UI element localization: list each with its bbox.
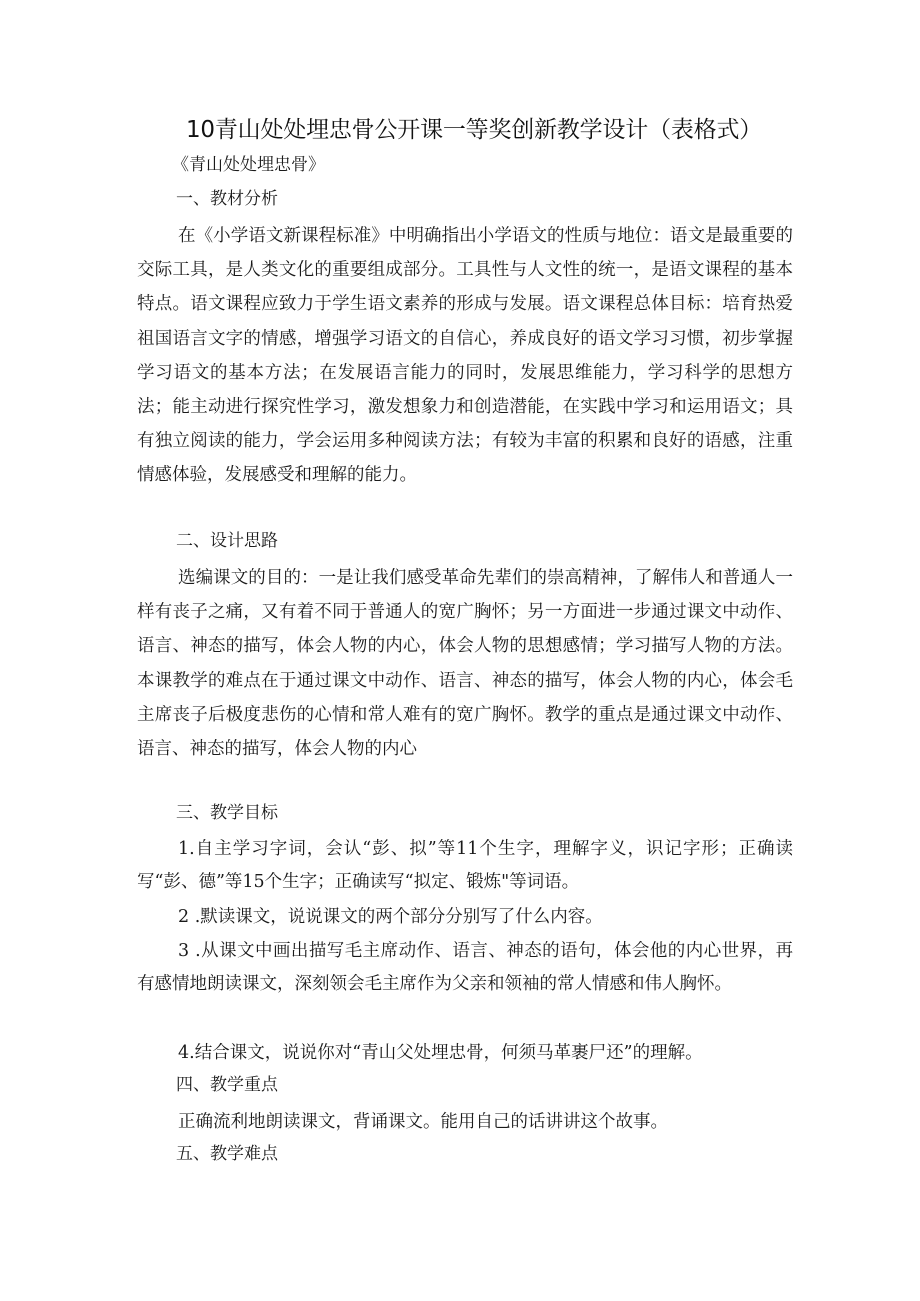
section-heading-key-points: 四、教学重点 (176, 1075, 278, 1095)
objective-item-4: 4.结合课文，说说你对“青山父处埋忠骨，何须马革裹尸还”的理解。 (178, 1043, 703, 1063)
section-heading-analysis: 一、教材分析 (176, 189, 278, 209)
section-heading-difficulties: 五、教学难点 (176, 1144, 278, 1164)
objective-item-1: 1.自主学习字词，会认“彭、拟”等11个生字，理解字义，识记字形；正确读写“彭、德”等15个生字；正确读写“拟定、锻炼"等词语。 (137, 839, 793, 892)
objective-item-2: 2 .默读课文，说说课文的两个部分分别写了什么内容。 (178, 907, 603, 927)
objective-item-3: 3 .从课文中画出描写毛主席动作、语言、神态的语句，体会他的内心世界，再有感情地朗读课文，深刻领会毛主席作为父亲和领袖的常人情感和伟人胸怀。 (137, 941, 793, 994)
section-text-key-points: 正确流利地朗读课文，背诵课文。能用自己的话讲讲这个故事。 (178, 1112, 668, 1132)
section-text-analysis: 在《小学语文新课程标准》中明确指出小学语文的性质与地位：语文是最重要的交际工具，是人类文化的重要组成部分。工具性与人文性的统一，是语文课程的基本特点。语文课程应致力于学生语文素养的形成与发展。语文课程总体目标：培育热爱祖国语言文字的情感，增强学习语文的自信心，养成良好的语文学习习惯，初步掌握学习语文的基本方法；在发展语言能力的同时，发展思维能力，学习科学的思想方法；能主动进行探究性学习，激发想象力和创造潜能，在实践中学习和运用语文；具有独立阅读的能力，学会运用多种阅读方法；有较为丰富的积累和良好的语感，注重情感体验，发展感受和理解的能力。 (137, 226, 793, 486)
section-text-design: 选编课文的目的：一是让我们感受革命先辈们的崇高精神，了解伟人和普通人一样有丧子之痛，又有着不同于普通人的宽广胸怀；另一方面进一步通过课文中动作、语言、神态的描写，体会人物的内心，体会人物的思想感情；学习描写人物的方法。本课教学的难点在于通过课文中动作、语言、神态的描写，体会人物的内心，体会毛主席丧子后极度悲伤的心情和常人难有的宽广胸怀。教学的重点是通过课文中动作、语言、神态的描写，体会人物的内心 (137, 568, 793, 760)
section-heading-design: 二、设计思路 (176, 531, 278, 551)
section-heading-objectives: 三、教学目标 (176, 803, 278, 823)
document-subtitle: 《青山处处埋忠骨》 (172, 155, 325, 175)
document-title: 10青山处处埋忠骨公开课一等奖创新教学设计（表格式） (186, 117, 763, 143)
